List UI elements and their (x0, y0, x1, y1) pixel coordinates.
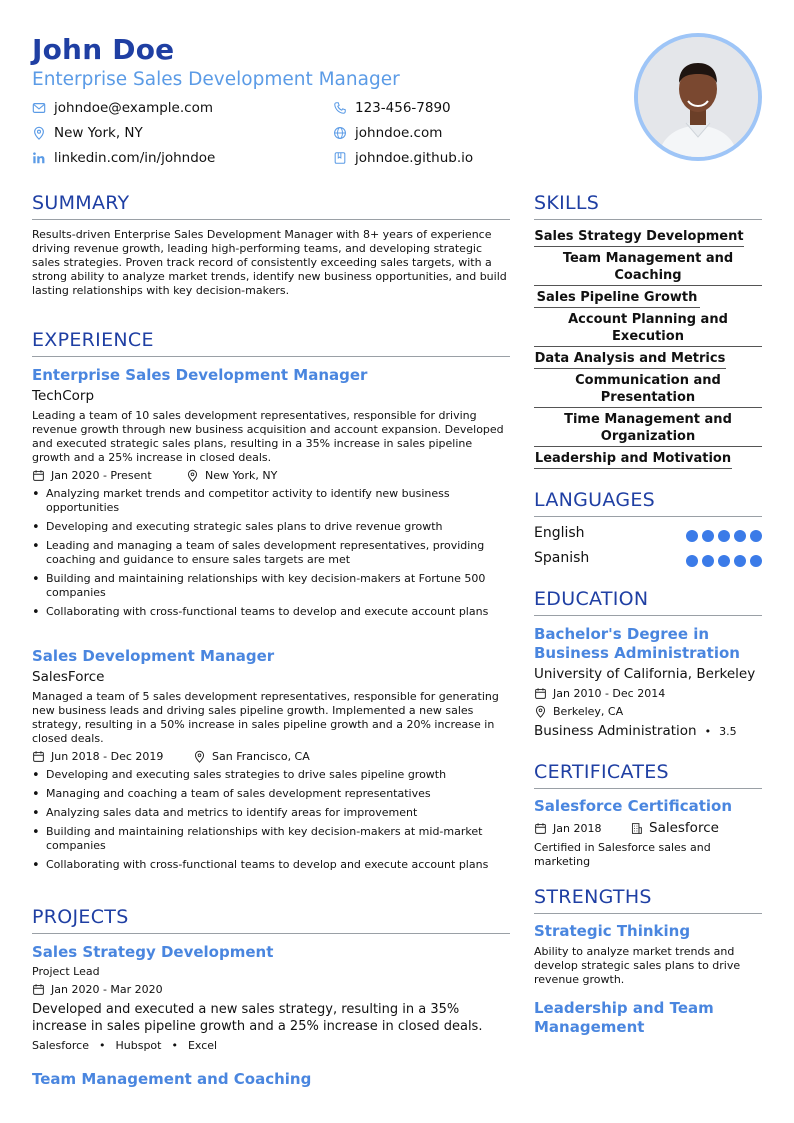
project-role: Project Lead (32, 965, 100, 978)
calendar-icon (534, 687, 547, 700)
summary-divider (32, 219, 510, 220)
job-bullet-list (32, 768, 510, 877)
language-level (686, 530, 762, 542)
candidate-name: John Doe (32, 33, 175, 66)
job-title: Sales Development Manager (32, 647, 275, 665)
certificates-heading: CERTIFICATES (534, 761, 669, 783)
project-title: Team Management and Coaching (32, 1070, 312, 1088)
calendar-icon (534, 822, 547, 835)
project-tags (32, 1039, 217, 1052)
job-bullet-list (32, 487, 510, 624)
list-item: • Analyzing sales data and metrics to identify areas for improvement (32, 806, 510, 820)
location-pin-icon (32, 126, 46, 140)
skills-divider (534, 219, 762, 220)
proficiency-dot (718, 530, 730, 542)
contact-linkedin[interactable] (32, 150, 215, 166)
project-tag: Salesforce (32, 1039, 89, 1052)
avatar (638, 37, 758, 157)
proficiency-dot (686, 530, 698, 542)
location-text: New York, NY (54, 125, 143, 141)
list-item: • Collaborating with cross-functional teams to develop and execute account plans (32, 605, 510, 619)
phone-text: 123-456-7890 (355, 100, 451, 116)
strength-title: Strategic Thinking (534, 922, 691, 940)
job-location-text: San Francisco, CA (212, 750, 310, 763)
certificates-divider (534, 788, 762, 789)
list-item: • Leading and managing a team of sales development representatives, providing coaching and guidance to ensure sales targets are met (32, 539, 510, 567)
globe-icon (333, 126, 347, 140)
proficiency-dot (734, 530, 746, 542)
project-description: Developed and executed a new sales strategy, resulting in a 35% increase in sales pipeline growth and a 25% increase in closed deals. (32, 1002, 483, 1034)
list-item: • Developing and executing strategic sales plans to drive revenue growth (32, 520, 510, 534)
job-title: Enterprise Sales Development Manager (32, 366, 368, 384)
projects-divider (32, 933, 510, 934)
contact-website[interactable] (333, 125, 442, 141)
phone-icon (333, 101, 347, 115)
certificate-issuer-text: Salesforce (649, 820, 719, 836)
skill-item: Team Management and Coaching (562, 251, 734, 283)
candidate-title: Enterprise Sales Development Manager (32, 69, 400, 90)
list-item: • Developing and executing sales strategies to drive sales pipeline growth (32, 768, 510, 782)
project-dates (32, 983, 163, 996)
summary-heading: SUMMARY (32, 192, 130, 214)
skill-underline (534, 407, 762, 408)
skill-item: Account Planning and Execution (568, 312, 728, 344)
project-title: Sales Strategy Development (32, 943, 274, 961)
contact-email[interactable] (32, 100, 213, 116)
calendar-icon (32, 750, 45, 763)
gpa-value: 3.5 (719, 724, 737, 738)
languages-heading: LANGUAGES (534, 489, 656, 511)
list-item: • Building and maintaining relationships with key decision-makers at mid-market companies (32, 825, 510, 853)
proficiency-dot (686, 555, 698, 567)
job-location (193, 750, 310, 763)
education-heading: EDUCATION (534, 588, 649, 610)
job-description: Managed a team of 5 sales development representatives, responsible for generating new business leads and driving sales pipeline growth. Implemented a new sales strategy, resulting in a 50% increase in sales pipeline growth and a 20% increase in closed deals. (32, 690, 499, 745)
job-description: Leading a team of 10 sales development representatives, responsible for driving revenue growth through new business acquisition and account expansion. Developed and executed strategic sales plans, resulting in a 35% increase in sales pipeline growth and a 25% increase in closed deals. (32, 409, 504, 464)
proficiency-dot (718, 555, 730, 567)
field-of-study: Business Administration (534, 723, 697, 739)
certificate-name: Salesforce Certification (534, 797, 733, 815)
job-location (186, 469, 277, 482)
list-item: • Analyzing market trends and competitor activity to identify new business opportunities (32, 487, 510, 515)
skill-underline (534, 346, 762, 347)
project-dates-text: Jan 2020 - Mar 2020 (51, 983, 163, 996)
languages-divider (534, 516, 762, 517)
proficiency-dot (734, 555, 746, 567)
experience-divider (32, 356, 510, 357)
skill-item: Leadership and Motivation (534, 451, 732, 466)
education-divider (534, 615, 762, 616)
proficiency-dot (750, 555, 762, 567)
gpa-separator: • (704, 724, 712, 738)
degree-title: Bachelor's Degree in Business Administration (534, 625, 740, 662)
skill-item: Time Management and Organization (564, 412, 732, 444)
building-icon (630, 822, 643, 835)
skill-underline (534, 446, 762, 447)
job-dates-text: Jun 2018 - Dec 2019 (51, 750, 164, 763)
experience-heading: EXPERIENCE (32, 329, 154, 351)
list-item: • Building and maintaining relationships with key decision-makers at Fortune 500 companies (32, 572, 510, 600)
location-pin-icon (534, 705, 547, 718)
proficiency-dot (702, 530, 714, 542)
education-field (534, 723, 737, 739)
skills-heading: SKILLS (534, 192, 600, 214)
location-pin-icon (193, 750, 206, 763)
strengths-divider (534, 913, 762, 914)
job-dates-text: Jan 2020 - Present (51, 469, 152, 482)
strength-title: Leadership and Team Management (534, 999, 714, 1036)
contact-phone[interactable] (333, 100, 451, 116)
project-tag: Excel (187, 1039, 218, 1052)
strengths-heading: STRENGTHS (534, 886, 652, 908)
education-dates (534, 687, 665, 700)
skill-underline (534, 285, 762, 286)
education-dates-text: Jan 2010 - Dec 2014 (553, 687, 666, 700)
strength-description: Ability to analyze market trends and develop strategic sales plans to drive revenue growth. (534, 945, 741, 986)
code-repo-icon (333, 151, 347, 165)
language-level (686, 555, 762, 567)
skill-underline (534, 368, 726, 369)
linkedin-icon (32, 151, 46, 165)
profile-photo (634, 33, 762, 161)
mail-icon (32, 101, 46, 115)
github-text: johndoe.github.io (355, 150, 474, 166)
certificate-description: Certified in Salesforce sales and marketing (534, 841, 711, 868)
language-name: English (534, 525, 585, 541)
tag-separator: • (98, 1039, 106, 1052)
calendar-icon (32, 983, 45, 996)
skill-underline (534, 246, 744, 247)
contact-github[interactable] (333, 150, 473, 166)
job-company: TechCorp (32, 388, 95, 404)
skill-underline (534, 307, 700, 308)
skill-underline (534, 468, 732, 469)
list-item: • Collaborating with cross-functional teams to develop and execute account plans (32, 858, 510, 872)
projects-heading: PROJECTS (32, 906, 129, 928)
linkedin-text: linkedin.com/in/johndoe (54, 150, 216, 166)
school-name: University of California, Berkeley (534, 666, 756, 682)
skill-item: Communication and Presentation (575, 373, 721, 405)
location-pin-icon (186, 469, 199, 482)
email-text: johndoe@example.com (54, 100, 213, 116)
certificate-date (534, 822, 601, 835)
summary-text: Results-driven Enterprise Sales Development Manager with 8+ years of experience driving revenue growth, leading high-performing teams, and developing strategic sales strategies. Proven track record of consistently exceeding sales targets, with a strong ability to analyze market trends, identify new business opportunities, and build lasting relationships with key decision-makers. (32, 228, 507, 297)
list-item: • Managing and coaching a team of sales development representatives (32, 787, 510, 801)
education-location (534, 705, 623, 718)
calendar-icon (32, 469, 45, 482)
proficiency-dot (750, 530, 762, 542)
job-company: SalesForce (32, 669, 105, 685)
certificate-issuer (630, 820, 719, 836)
language-name: Spanish (534, 550, 590, 566)
website-text: johndoe.com (355, 125, 443, 141)
job-location-text: New York, NY (205, 469, 278, 482)
skill-item: Sales Pipeline Growth (536, 290, 698, 305)
project-tag: Hubspot (115, 1039, 162, 1052)
education-location-text: Berkeley, CA (553, 705, 624, 718)
tag-separator: • (171, 1039, 178, 1052)
job-dates (32, 750, 163, 763)
skill-item: Data Analysis and Metrics (534, 351, 726, 366)
job-dates (32, 469, 152, 482)
contact-location (32, 125, 143, 141)
skill-item: Sales Strategy Development (534, 229, 744, 244)
proficiency-dot (702, 555, 714, 567)
certificate-date-text: Jan 2018 (553, 822, 602, 835)
